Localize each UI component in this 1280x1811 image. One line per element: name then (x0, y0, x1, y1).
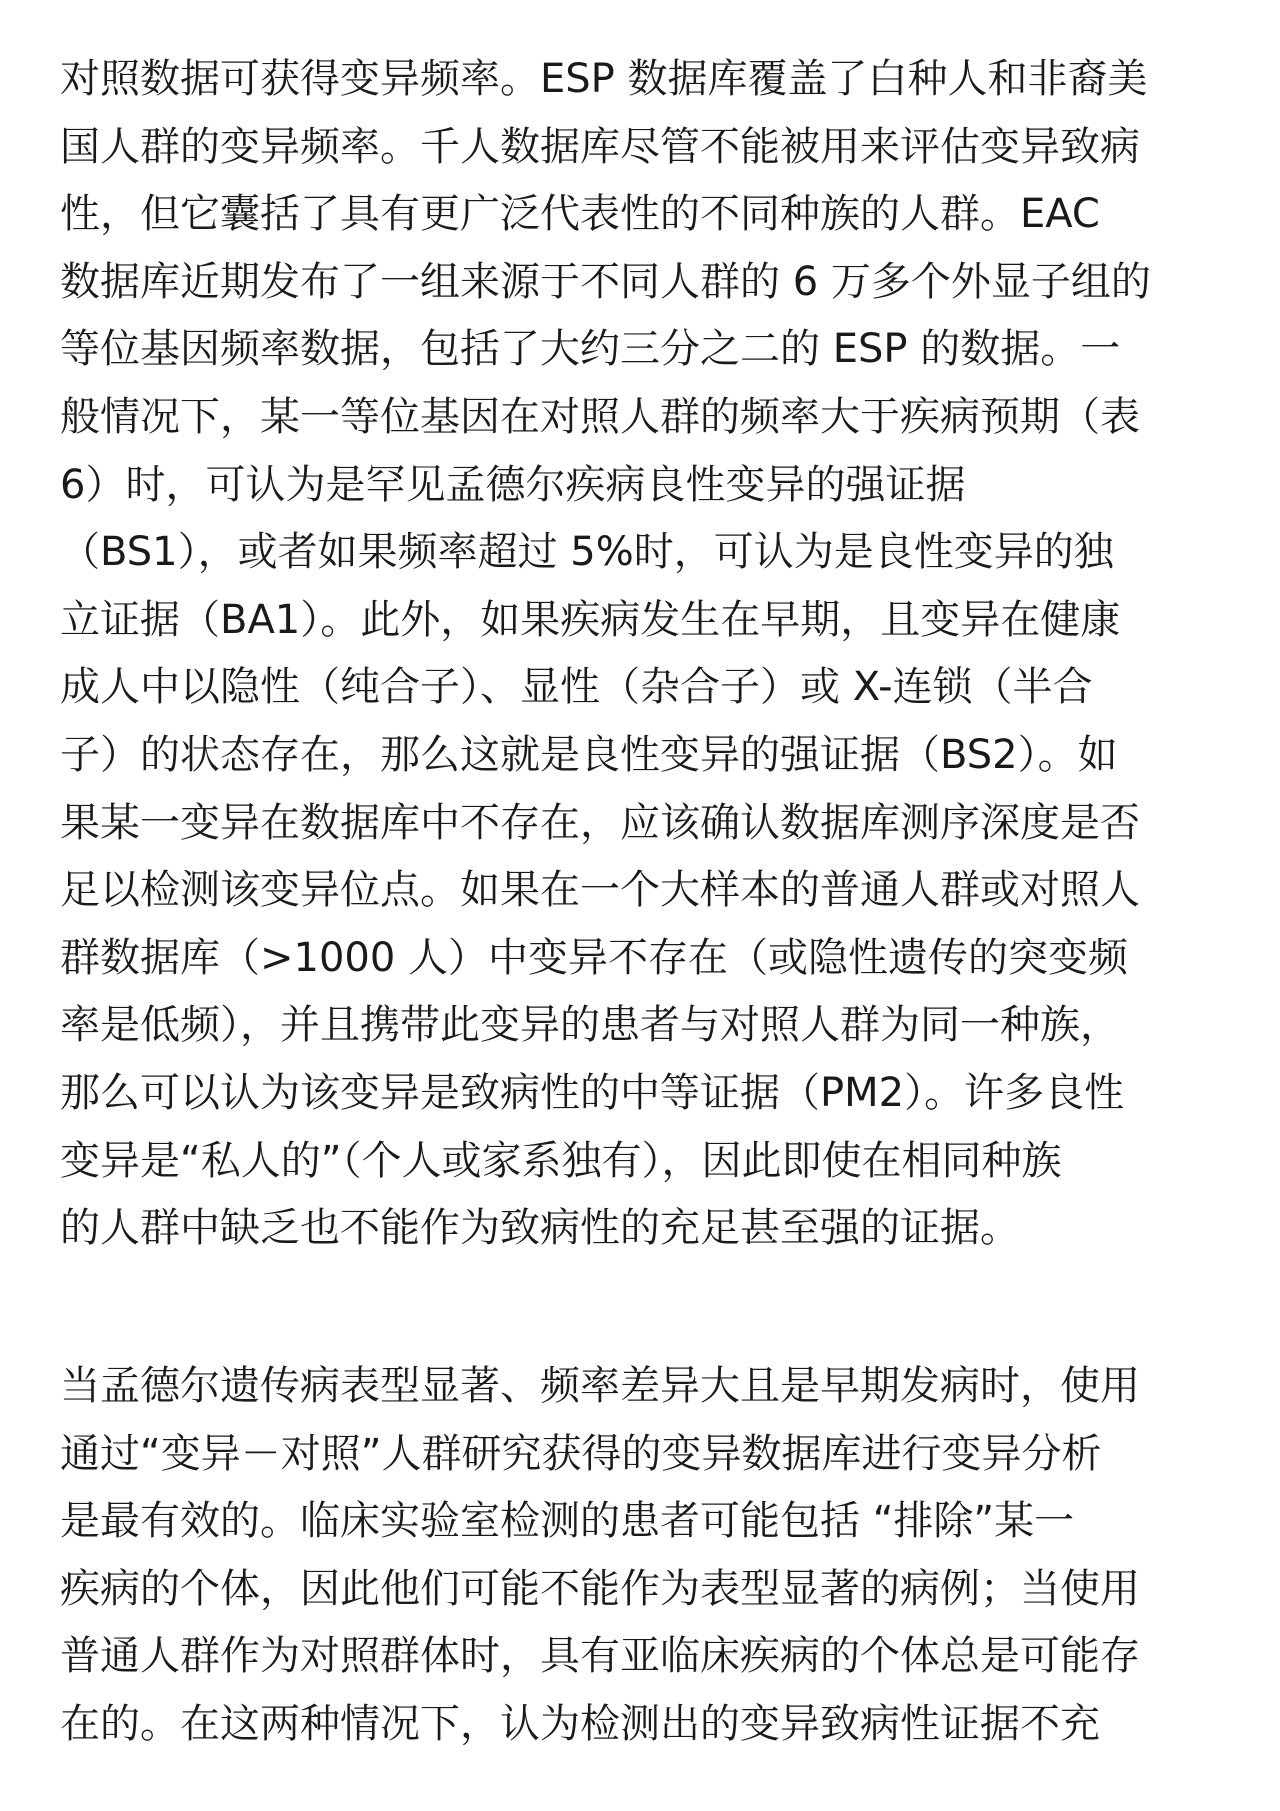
text-line: 那么可以认为该变异是致病性的中等证据（PM2）。许多良性 (60, 1069, 1125, 1116)
paragraph-population-frequency (60, 46, 1240, 1263)
text-line: 的人群中缺乏也不能作为致病性的充足甚至强的证据。 (60, 1205, 1020, 1252)
paragraph-case-control-analysis (60, 1353, 1240, 1759)
text-line: 国人群的变异频率。千人数据库尽管不能被用来评估变异致病 (60, 123, 1140, 170)
text-line: 性，但它囊括了具有更广泛代表性的不同种族的人群。EAC (60, 191, 1100, 238)
text-line: 般情况下，某一等位基因在对照人群的频率大于疾病预期（表 (60, 393, 1140, 440)
text-line: 普通人群作为对照群体时，具有亚临床疾病的个体总是可能存 (60, 1633, 1140, 1680)
text-line: 群数据库（>1000 人）中变异不存在（或隐性遗传的突变频 (60, 934, 1129, 981)
text-line: 数据库近期发布了一组来源于不同人群的 6 万多个外显子组的 (60, 258, 1151, 305)
text-line: 子）的状态存在，那么这就是良性变异的强证据（BS2）。如 (60, 731, 1118, 778)
text-line: 足以检测该变异位点。如果在一个大样本的普通人群或对照人 (60, 867, 1140, 914)
text-line: 率是低频），并且携带此变异的患者与对照人群为同一种族， (60, 1002, 1120, 1049)
text-line: 在的。在这两种情况下，认为检测出的变异致病性证据不充 (60, 1700, 1100, 1747)
text-line: 当孟德尔遗传病表型显著、频率差异大且是早期发病时，使用 (60, 1363, 1140, 1409)
text-line: 成人中以隐性（纯合子）、显性（杂合子）或 X-连锁（半合 (60, 664, 1093, 711)
text-line: 疾病的个体，因此他们可能不能作为表型显著的病例；当使用 (60, 1565, 1140, 1612)
text-line: 果某一变异在数据库中不存在，应该确认数据库测序深度是否 (60, 799, 1140, 846)
text-line: 对照数据可获得变异频率。ESP 数据库覆盖了白种人和非裔美 (60, 56, 1148, 102)
text-line: 立证据（BA1）。此外，如果疾病发生在早期，且变异在健康 (60, 596, 1121, 643)
text-line: 6）时，可认为是罕见孟德尔疾病良性变异的强证据 (60, 461, 966, 508)
text-line: 通过“变异－对照”人群研究获得的变异数据库进行变异分析 (60, 1430, 1102, 1477)
text-line: （BS1），或者如果频率超过 5%时，可认为是良性变异的独 (60, 529, 1114, 576)
text-line: 等位基因频率数据，包括了大约三分之二的 ESP 的数据。一 (60, 326, 1121, 373)
text-line: 是最有效的。临床实验室检测的患者可能包括 “排除”某一 (60, 1498, 1075, 1545)
text-line: 变异是“私人的”（个人或家系独有），因此即使在相同种族 (60, 1137, 1062, 1184)
